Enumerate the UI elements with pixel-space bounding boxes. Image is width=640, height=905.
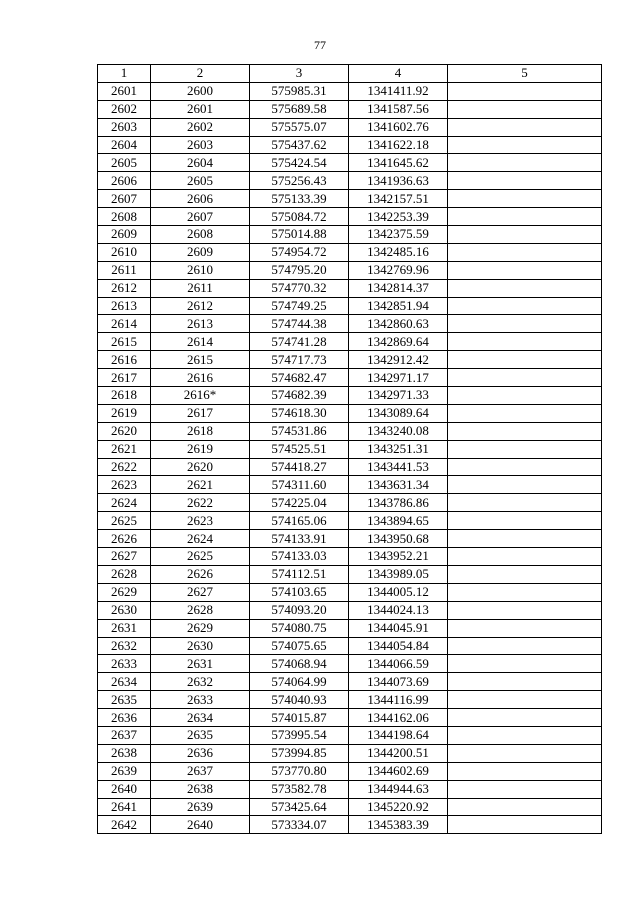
point-number-cell: 2603 [98, 118, 151, 136]
point-number-cell: 2638 [98, 744, 151, 762]
column-header-5: 5 [448, 65, 602, 83]
coordinate-y-cell: 1344944.63 [349, 780, 448, 798]
coordinate-x-cell: 574093.20 [250, 601, 349, 619]
table-row [98, 798, 602, 816]
coordinate-x-cell: 574525.51 [250, 440, 349, 458]
note-cell [448, 154, 602, 172]
point-number-cell: 2642 [98, 816, 151, 834]
note-cell [448, 476, 602, 494]
coordinate-x-cell: 575575.07 [250, 118, 349, 136]
reference-number-cell: 2620 [151, 458, 250, 476]
reference-number-cell: 2616 [151, 369, 250, 387]
note-cell [448, 243, 602, 261]
coordinate-x-cell: 574682.39 [250, 387, 349, 405]
coordinate-y-cell: 1342375.59 [349, 226, 448, 244]
note-cell [448, 726, 602, 744]
coordinate-y-cell: 1343441.53 [349, 458, 448, 476]
reference-number-cell: 2611 [151, 279, 250, 297]
table-row [98, 351, 602, 369]
table-row [98, 100, 602, 118]
note-cell [448, 655, 602, 673]
coordinate-x-cell: 574133.03 [250, 548, 349, 566]
table-row [98, 82, 602, 100]
reference-number-cell: 2635 [151, 726, 250, 744]
table-row [98, 154, 602, 172]
coordinate-y-cell: 1341602.76 [349, 118, 448, 136]
note-cell [448, 422, 602, 440]
table-row [98, 333, 602, 351]
note-cell [448, 709, 602, 727]
reference-number-cell: 2629 [151, 619, 250, 637]
coordinate-x-cell: 575437.62 [250, 136, 349, 154]
reference-number-cell: 2638 [151, 780, 250, 798]
coordinate-x-cell: 573770.80 [250, 762, 349, 780]
point-number-cell: 2601 [98, 82, 151, 100]
coordinate-y-cell: 1343240.08 [349, 422, 448, 440]
coordinate-x-cell: 574075.65 [250, 637, 349, 655]
table-row [98, 118, 602, 136]
table-row [98, 494, 602, 512]
coordinate-y-cell: 1343952.21 [349, 548, 448, 566]
coordinate-y-cell: 1342971.17 [349, 369, 448, 387]
reference-number-cell: 2636 [151, 744, 250, 762]
coordinate-x-cell: 574068.94 [250, 655, 349, 673]
point-number-cell: 2639 [98, 762, 151, 780]
note-cell [448, 315, 602, 333]
table-row [98, 422, 602, 440]
coordinate-y-cell: 1342971.33 [349, 387, 448, 405]
reference-number-cell: 2619 [151, 440, 250, 458]
reference-number-cell: 2605 [151, 172, 250, 190]
coordinate-x-cell: 575084.72 [250, 208, 349, 226]
coordinate-y-cell: 1341411.92 [349, 82, 448, 100]
point-number-cell: 2625 [98, 512, 151, 530]
note-cell [448, 190, 602, 208]
note-cell [448, 118, 602, 136]
table-row [98, 369, 602, 387]
coordinate-y-cell: 1344200.51 [349, 744, 448, 762]
reference-number-cell: 2612 [151, 297, 250, 315]
point-number-cell: 2620 [98, 422, 151, 440]
reference-number-cell: 2624 [151, 530, 250, 548]
coordinate-x-cell: 575014.88 [250, 226, 349, 244]
point-number-cell: 2605 [98, 154, 151, 172]
reference-number-cell: 2602 [151, 118, 250, 136]
table-row [98, 601, 602, 619]
coordinate-x-cell: 574717.73 [250, 351, 349, 369]
table-row [98, 243, 602, 261]
coordinate-y-cell: 1343251.31 [349, 440, 448, 458]
coordinate-y-cell: 1344602.69 [349, 762, 448, 780]
point-number-cell: 2602 [98, 100, 151, 118]
coordinate-y-cell: 1344198.64 [349, 726, 448, 744]
note-cell [448, 387, 602, 405]
coordinate-y-cell: 1344045.91 [349, 619, 448, 637]
point-number-cell: 2631 [98, 619, 151, 637]
coordinate-y-cell: 1342253.39 [349, 208, 448, 226]
reference-number-cell: 2601 [151, 100, 250, 118]
point-number-cell: 2611 [98, 261, 151, 279]
reference-number-cell: 2623 [151, 512, 250, 530]
table-row [98, 637, 602, 655]
coordinate-y-cell: 1343631.34 [349, 476, 448, 494]
note-cell [448, 583, 602, 601]
point-number-cell: 2613 [98, 297, 151, 315]
coordinate-y-cell: 1344116.99 [349, 691, 448, 709]
point-number-cell: 2630 [98, 601, 151, 619]
reference-number-cell: 2614 [151, 333, 250, 351]
reference-number-cell: 2618 [151, 422, 250, 440]
coordinate-x-cell: 574741.28 [250, 333, 349, 351]
coordinate-x-cell: 575256.43 [250, 172, 349, 190]
coordinate-x-cell: 575689.58 [250, 100, 349, 118]
reference-number-cell: 2615 [151, 351, 250, 369]
coordinate-y-cell: 1341622.18 [349, 136, 448, 154]
reference-number-cell: 2603 [151, 136, 250, 154]
table-row [98, 583, 602, 601]
point-number-cell: 2604 [98, 136, 151, 154]
point-number-cell: 2629 [98, 583, 151, 601]
reference-number-cell: 2627 [151, 583, 250, 601]
reference-number-cell: 2606 [151, 190, 250, 208]
coordinate-x-cell: 573582.78 [250, 780, 349, 798]
table-row [98, 226, 602, 244]
coordinate-y-cell: 1344054.84 [349, 637, 448, 655]
coordinate-x-cell: 573425.64 [250, 798, 349, 816]
table-row [98, 476, 602, 494]
note-cell [448, 798, 602, 816]
coordinate-x-cell: 574531.86 [250, 422, 349, 440]
table-row [98, 691, 602, 709]
coordinate-y-cell: 1342814.37 [349, 279, 448, 297]
reference-number-cell: 2631 [151, 655, 250, 673]
note-cell [448, 279, 602, 297]
point-number-cell: 2641 [98, 798, 151, 816]
note-cell [448, 512, 602, 530]
reference-number-cell: 2604 [151, 154, 250, 172]
note-cell [448, 440, 602, 458]
note-cell [448, 637, 602, 655]
table-row [98, 726, 602, 744]
note-cell [448, 619, 602, 637]
point-number-cell: 2608 [98, 208, 151, 226]
note-cell [448, 100, 602, 118]
coordinate-y-cell: 1341645.62 [349, 154, 448, 172]
coordinate-y-cell: 1341587.56 [349, 100, 448, 118]
note-cell [448, 494, 602, 512]
table-row [98, 565, 602, 583]
coordinate-y-cell: 1343894.65 [349, 512, 448, 530]
page-number: 77 [314, 38, 326, 52]
note-cell [448, 601, 602, 619]
coordinate-y-cell: 1344005.12 [349, 583, 448, 601]
note-cell [448, 172, 602, 190]
table-row [98, 172, 602, 190]
note-cell [448, 404, 602, 422]
reference-number-cell: 2632 [151, 673, 250, 691]
reference-number-cell: 2626 [151, 565, 250, 583]
coordinate-x-cell: 574133.91 [250, 530, 349, 548]
point-number-cell: 2628 [98, 565, 151, 583]
note-cell [448, 261, 602, 279]
note-cell [448, 565, 602, 583]
coordinate-y-cell: 1344024.13 [349, 601, 448, 619]
table-row [98, 279, 602, 297]
coordinate-x-cell: 574682.47 [250, 369, 349, 387]
point-number-cell: 2624 [98, 494, 151, 512]
point-number-cell: 2616 [98, 351, 151, 369]
coordinate-y-cell: 1342485.16 [349, 243, 448, 261]
reference-number-cell: 2630 [151, 637, 250, 655]
coordinate-x-cell: 574770.32 [250, 279, 349, 297]
coordinates-table [97, 64, 602, 834]
note-cell [448, 369, 602, 387]
column-header-1: 1 [98, 65, 151, 83]
reference-number-cell: 2633 [151, 691, 250, 709]
reference-number-cell: 2625 [151, 548, 250, 566]
coordinate-x-cell: 575424.54 [250, 154, 349, 172]
point-number-cell: 2614 [98, 315, 151, 333]
coordinate-x-cell: 575133.39 [250, 190, 349, 208]
coordinate-y-cell: 1342769.96 [349, 261, 448, 279]
coordinate-x-cell: 573995.54 [250, 726, 349, 744]
reference-number-cell: 2608 [151, 226, 250, 244]
note-cell [448, 458, 602, 476]
table-row [98, 458, 602, 476]
table-row [98, 548, 602, 566]
point-number-cell: 2623 [98, 476, 151, 494]
note-cell [448, 82, 602, 100]
table-row [98, 440, 602, 458]
coordinate-y-cell: 1342869.64 [349, 333, 448, 351]
note-cell [448, 691, 602, 709]
reference-number-cell: 2621 [151, 476, 250, 494]
table-row [98, 297, 602, 315]
note-cell [448, 136, 602, 154]
point-number-cell: 2607 [98, 190, 151, 208]
table-row [98, 404, 602, 422]
coordinate-x-cell: 574311.60 [250, 476, 349, 494]
coordinate-y-cell: 1341936.63 [349, 172, 448, 190]
table-row [98, 816, 602, 834]
coordinate-y-cell: 1344066.59 [349, 655, 448, 673]
coordinate-x-cell: 574749.25 [250, 297, 349, 315]
note-cell [448, 816, 602, 834]
note-cell [448, 548, 602, 566]
note-cell [448, 762, 602, 780]
note-cell [448, 530, 602, 548]
coordinate-y-cell: 1343786.86 [349, 494, 448, 512]
coordinate-x-cell: 575985.31 [250, 82, 349, 100]
reference-number-cell: 2600 [151, 82, 250, 100]
coordinate-y-cell: 1342912.42 [349, 351, 448, 369]
note-cell [448, 226, 602, 244]
coordinate-x-cell: 574080.75 [250, 619, 349, 637]
coordinate-y-cell: 1343989.05 [349, 565, 448, 583]
table-row [98, 673, 602, 691]
column-header-2: 2 [151, 65, 250, 83]
coordinate-x-cell: 574064.99 [250, 673, 349, 691]
point-number-cell: 2615 [98, 333, 151, 351]
point-number-cell: 2609 [98, 226, 151, 244]
note-cell [448, 297, 602, 315]
coordinate-y-cell: 1342860.63 [349, 315, 448, 333]
note-cell [448, 744, 602, 762]
point-number-cell: 2640 [98, 780, 151, 798]
note-cell [448, 208, 602, 226]
point-number-cell: 2633 [98, 655, 151, 673]
reference-number-cell: 2637 [151, 762, 250, 780]
table-row [98, 261, 602, 279]
coordinate-x-cell: 574165.06 [250, 512, 349, 530]
point-number-cell: 2626 [98, 530, 151, 548]
reference-number-cell: 2622 [151, 494, 250, 512]
point-number-cell: 2617 [98, 369, 151, 387]
coordinate-x-cell: 574103.65 [250, 583, 349, 601]
table-row [98, 315, 602, 333]
coordinate-y-cell: 1343950.68 [349, 530, 448, 548]
table-row [98, 619, 602, 637]
coordinate-y-cell: 1343089.64 [349, 404, 448, 422]
reference-number-cell: 2609 [151, 243, 250, 261]
point-number-cell: 2621 [98, 440, 151, 458]
coordinate-x-cell: 574418.27 [250, 458, 349, 476]
table-row [98, 136, 602, 154]
point-number-cell: 2618 [98, 387, 151, 405]
reference-number-cell: 2634 [151, 709, 250, 727]
reference-number-cell: 2617 [151, 404, 250, 422]
coordinate-x-cell: 574795.20 [250, 261, 349, 279]
reference-number-cell: 2628 [151, 601, 250, 619]
coordinate-x-cell: 574225.04 [250, 494, 349, 512]
point-number-cell: 2627 [98, 548, 151, 566]
table-row [98, 655, 602, 673]
point-number-cell: 2637 [98, 726, 151, 744]
point-number-cell: 2636 [98, 709, 151, 727]
table-body [98, 82, 602, 833]
coordinate-x-cell: 574744.38 [250, 315, 349, 333]
coordinate-y-cell: 1345383.39 [349, 816, 448, 834]
coordinate-x-cell: 573994.85 [250, 744, 349, 762]
point-number-cell: 2619 [98, 404, 151, 422]
note-cell [448, 351, 602, 369]
point-number-cell: 2622 [98, 458, 151, 476]
table-row [98, 709, 602, 727]
table-header-row [98, 65, 602, 83]
reference-number-cell: 2640 [151, 816, 250, 834]
table-row [98, 762, 602, 780]
reference-number-cell: 2610 [151, 261, 250, 279]
coordinate-x-cell: 574040.93 [250, 691, 349, 709]
column-header-4: 4 [349, 65, 448, 83]
coordinate-x-cell: 573334.07 [250, 816, 349, 834]
table-row [98, 208, 602, 226]
coordinate-x-cell: 574015.87 [250, 709, 349, 727]
coordinate-y-cell: 1345220.92 [349, 798, 448, 816]
coordinate-x-cell: 574954.72 [250, 243, 349, 261]
point-number-cell: 2612 [98, 279, 151, 297]
coordinate-y-cell: 1344073.69 [349, 673, 448, 691]
table-row [98, 387, 602, 405]
coordinate-y-cell: 1342157.51 [349, 190, 448, 208]
table-row [98, 190, 602, 208]
point-number-cell: 2634 [98, 673, 151, 691]
table-row [98, 780, 602, 798]
coordinate-y-cell: 1344162.06 [349, 709, 448, 727]
reference-number-cell: 2616* [151, 387, 250, 405]
table-row [98, 512, 602, 530]
coordinate-x-cell: 574618.30 [250, 404, 349, 422]
reference-number-cell: 2613 [151, 315, 250, 333]
column-header-3: 3 [250, 65, 349, 83]
coordinate-x-cell: 574112.51 [250, 565, 349, 583]
reference-number-cell: 2639 [151, 798, 250, 816]
note-cell [448, 780, 602, 798]
table-row [98, 530, 602, 548]
coordinate-y-cell: 1342851.94 [349, 297, 448, 315]
point-number-cell: 2610 [98, 243, 151, 261]
note-cell [448, 673, 602, 691]
reference-number-cell: 2607 [151, 208, 250, 226]
point-number-cell: 2606 [98, 172, 151, 190]
note-cell [448, 333, 602, 351]
table-row [98, 744, 602, 762]
point-number-cell: 2632 [98, 637, 151, 655]
point-number-cell: 2635 [98, 691, 151, 709]
